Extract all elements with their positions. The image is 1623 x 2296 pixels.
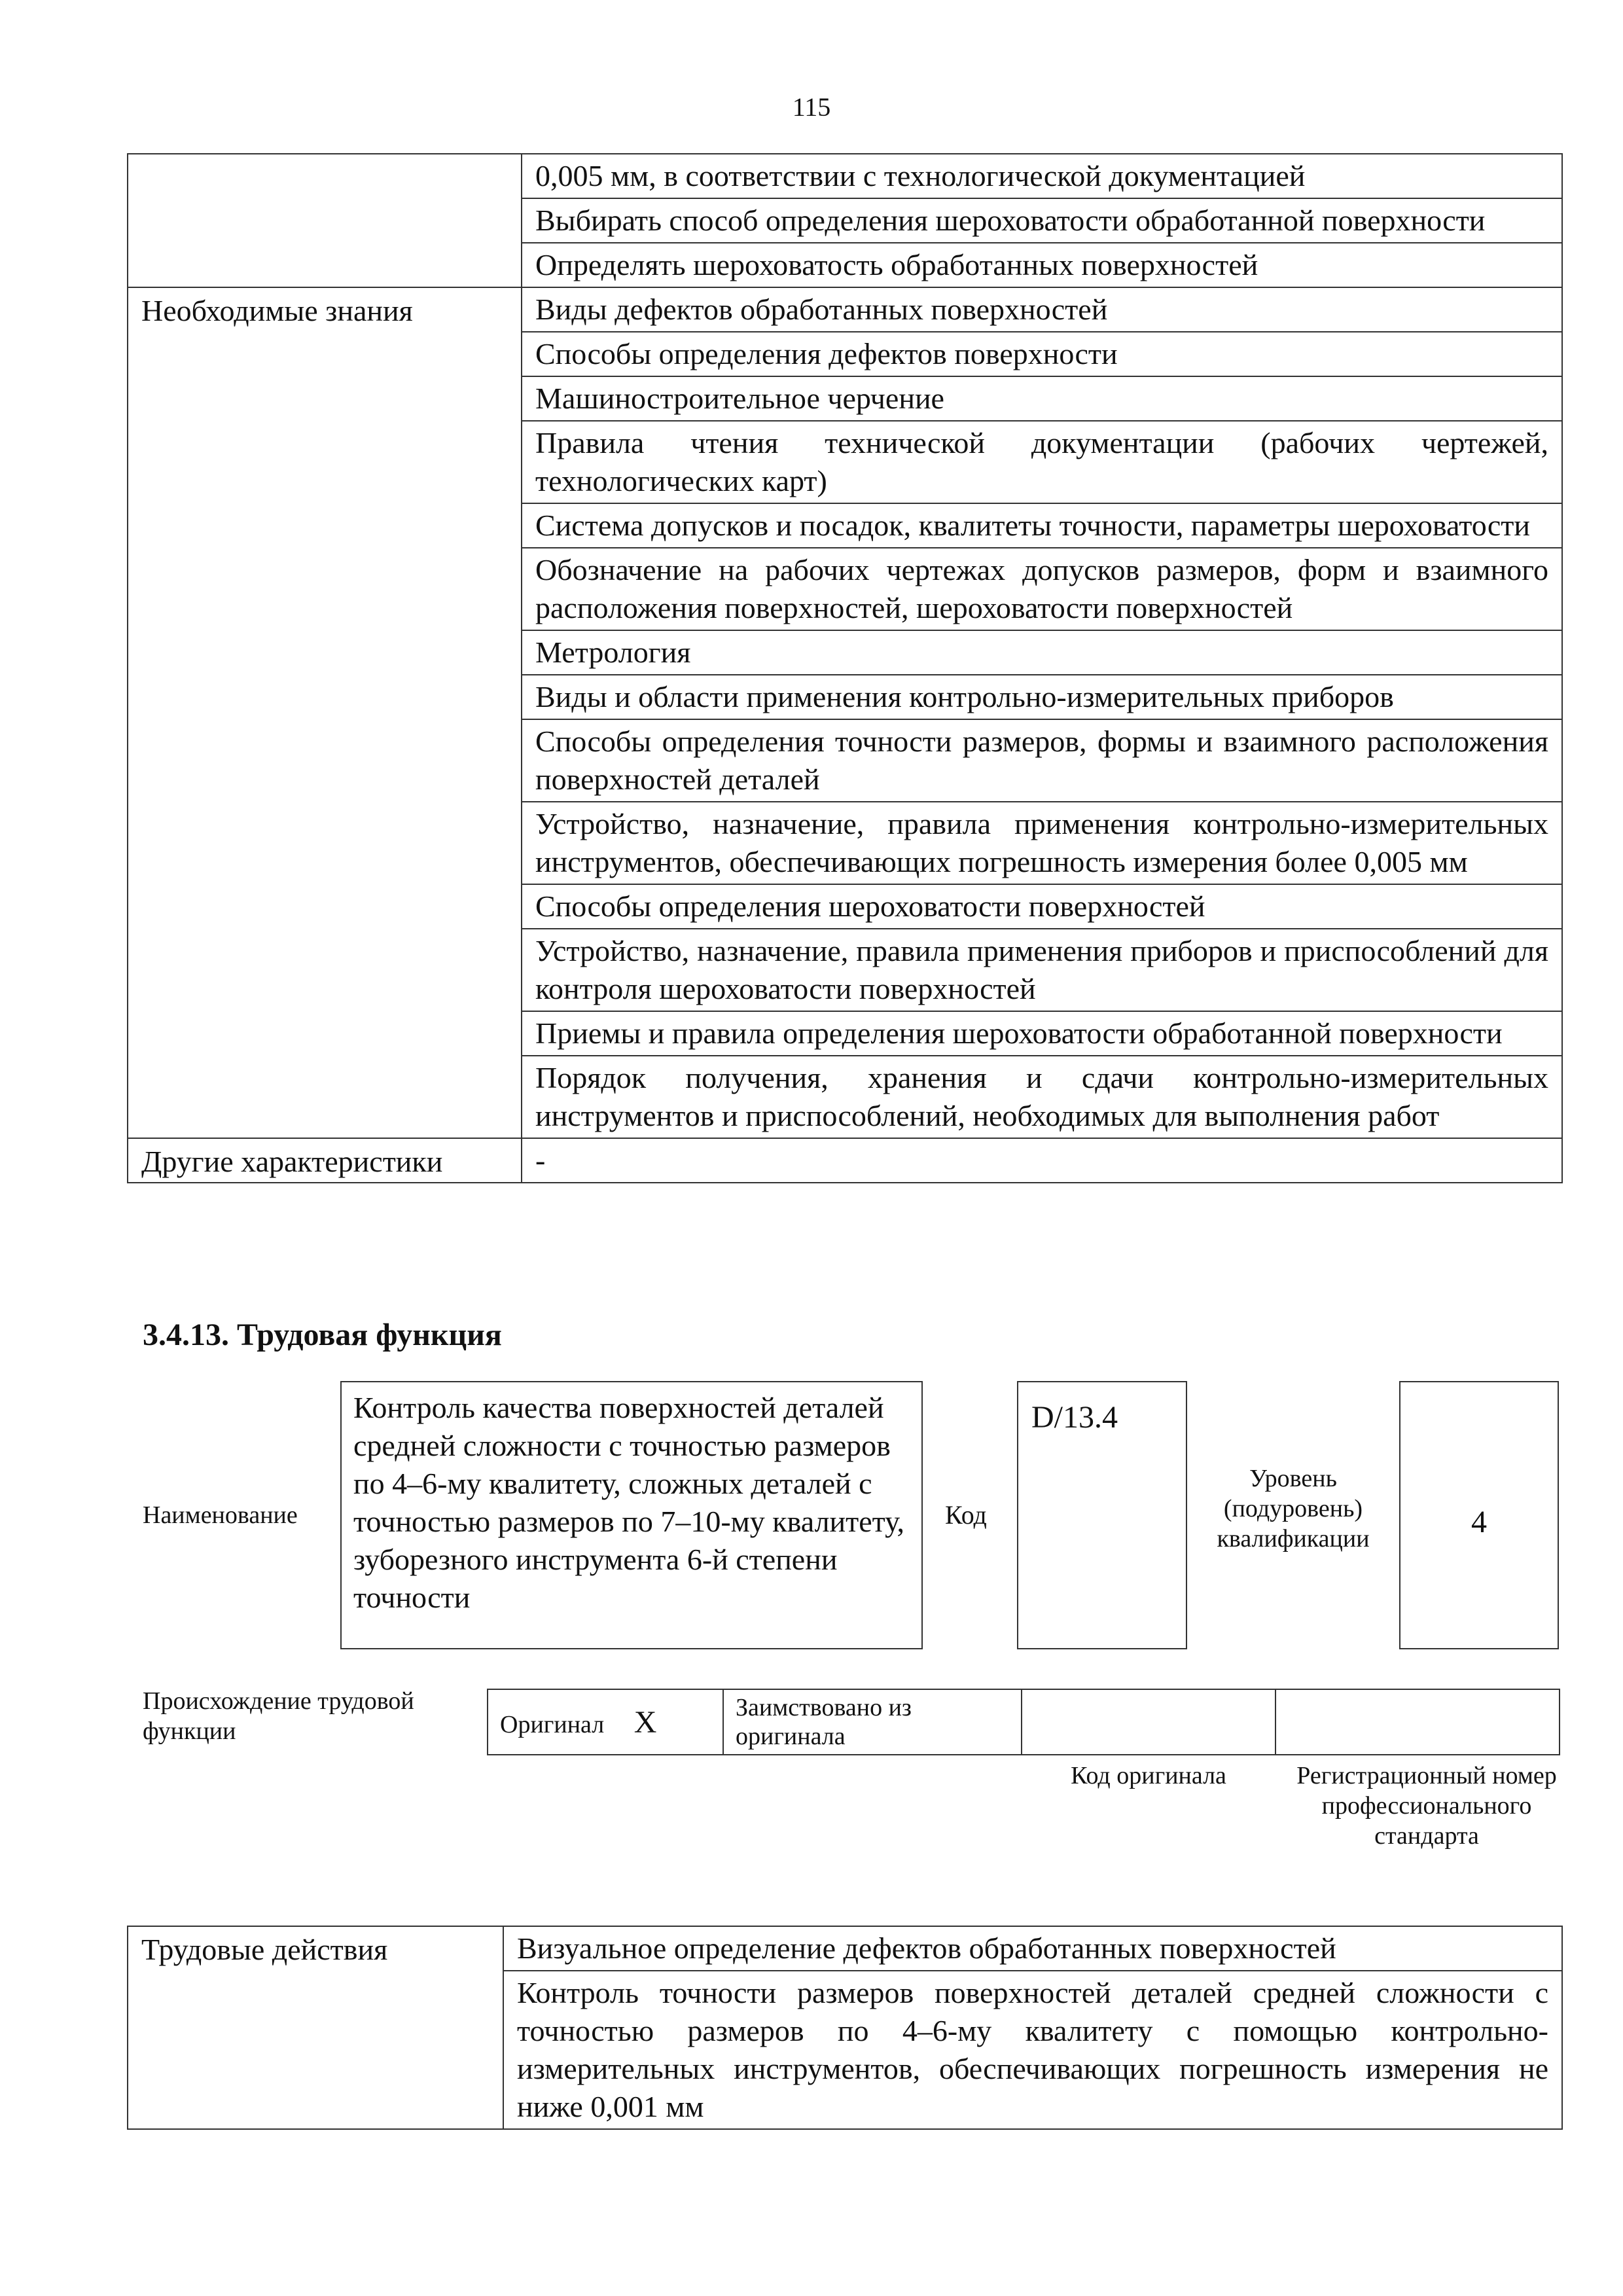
row-item: 0,005 мм, в соответствии с технологической документацией xyxy=(522,154,1562,198)
row-item: Устройство, назначение, правила применения приборов и приспособлений для контроля шероховатости поверхностей xyxy=(522,929,1562,1011)
row-label xyxy=(128,154,522,287)
code-caption: Код оригинала xyxy=(1071,1762,1226,1789)
row-item: Определять шероховатость обработанных поверхностей xyxy=(522,243,1562,287)
row-item: Машиностроительное черчение xyxy=(522,376,1562,421)
row-item: Способы определения шероховатости поверхностей xyxy=(522,884,1562,929)
reg-number-cell xyxy=(1275,1689,1560,1755)
row-label: Трудовые действия xyxy=(128,1926,503,2129)
row-item: - xyxy=(522,1138,1562,1183)
row-item: Виды и области применения контрольно-измерительных приборов xyxy=(522,675,1562,719)
original-cell xyxy=(488,1689,723,1755)
row-item: Порядок получения, хранения и сдачи контрольно-измерительных инструментов и приспособлений, необходимых для выполнения работ xyxy=(522,1056,1562,1138)
function-name-box: Контроль качества поверхностей деталей средней сложности с точностью размеров по 4–6-му квалитету, сложных деталей с точностью размеров по 7–10-му квалитету, зуборезного инструмента 6-й степени точности xyxy=(340,1381,923,1649)
row-item: Способы определения точности размеров, формы и взаимного расположения поверхностей деталей xyxy=(522,719,1562,802)
function-code-box: D/13.4 xyxy=(1017,1381,1187,1649)
borrowed-label: Заимствовано из оригинала xyxy=(736,1694,912,1750)
row-item: Виды дефектов обработанных поверхностей xyxy=(522,287,1562,332)
row-item: Визуальное определение дефектов обработанных поверхностей xyxy=(503,1926,1562,1971)
original-mark: X xyxy=(633,1704,657,1740)
table-row xyxy=(128,287,1562,332)
page-number: 115 xyxy=(792,92,831,122)
level-label: Уровень (подуровень) квалификации xyxy=(1217,1465,1370,1552)
reg-caption: Регистрационный номер профессионального стандарта xyxy=(1296,1762,1557,1850)
table-row xyxy=(128,154,1562,198)
row-item: Правила чтения технической документации (рабочих чертежей, технологических карт) xyxy=(522,421,1562,503)
qualification-level-box: 4 xyxy=(1399,1381,1559,1649)
table-row xyxy=(128,1138,1562,1183)
origin-table xyxy=(487,1689,1560,1755)
row-item: Устройство, назначение, правила применения контрольно-измерительных инструментов, обеспечивающих погрешность измерения более 0,005 мм xyxy=(522,802,1562,884)
row-item: Обозначение на рабочих чертежах допусков размеров, форм и взаимного расположения поверхностей, шероховатости поверхностей xyxy=(522,548,1562,630)
knowledge-table xyxy=(127,153,1563,1183)
row-label: Другие характеристики xyxy=(128,1138,522,1183)
name-label: Наименование xyxy=(143,1501,298,1529)
row-item: Система допусков и посадок, квалитеты точности, параметры шероховатости xyxy=(522,503,1562,548)
table-row xyxy=(128,1926,1562,1971)
borrowed-cell xyxy=(723,1689,1022,1755)
original-label: Оригинал xyxy=(500,1710,605,1738)
row-item: Контроль точности размеров поверхностей деталей средней сложности с точностью размеров по 4–6-му квалитету с помощью контрольно-измерительных инструментов, обеспечивающих погрешность измерения не ниже 0,001 мм xyxy=(503,1971,1562,2129)
row-item: Метрология xyxy=(522,630,1562,675)
row-label: Необходимые знания xyxy=(128,287,522,1138)
actions-table xyxy=(127,1926,1563,2130)
code-label: Код xyxy=(945,1500,987,1530)
row-item: Приемы и правила определения шероховатости обработанной поверхности xyxy=(522,1011,1562,1056)
original-code-cell xyxy=(1022,1689,1275,1755)
origin-label: Происхождение трудовой функции xyxy=(143,1687,414,1745)
section-heading: 3.4.13. Трудовая функция xyxy=(143,1318,502,1352)
row-item: Способы определения дефектов поверхности xyxy=(522,332,1562,376)
row-item: Выбирать способ определения шероховатости обработанной поверхности xyxy=(522,198,1562,243)
